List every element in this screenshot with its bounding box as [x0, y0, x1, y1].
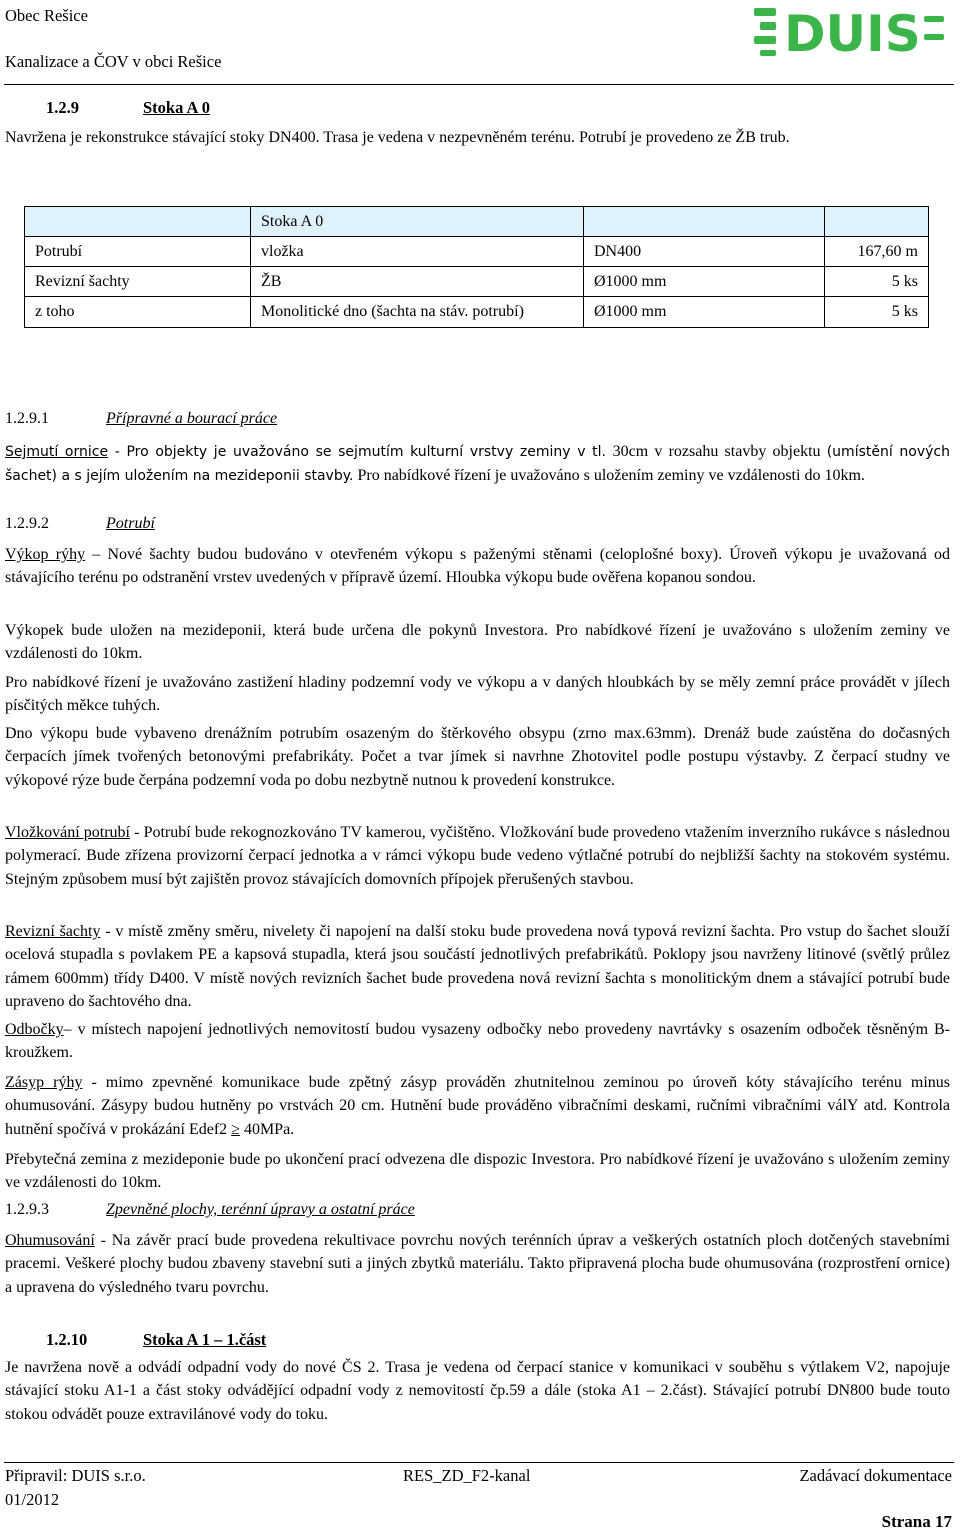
header-rule — [4, 84, 954, 85]
paragraph: Revizní šachty - v místě změny směru, nivelety či napojení na další stoku bude provedena nová typová revizní šachta. Pro vstup do šachet slouží ocelová stupadla s povlakem PE a kapsová stupadla, která jsou součástí jednotlivých prefabrikátů. Poklopy jsou navrženy litinové (světlý průlez rámem 600mm) třídy D400. V místě nových revizních šachet bude provedena nová revizní šachta s monolitickým dnem a stávající potrubí bude upraveno do šachtového dna. — [5, 923, 950, 1011]
paragraph: Sejmutí ornice - Pro objekty je uvažováno se sejmutím kulturní vrstvy zeminy v tl. 30cm v rozsahu stavby objektu (umístění nových šachet) a s jejím uložením na mezideponii stavby. Pro nabídkové řízení je uvažováno s uložením zeminy ve vzdálenosti do 10km. — [5, 443, 950, 485]
term: Výkop rýhy — [5, 546, 86, 563]
paragraph: Výkop rýhy – Nové šachty budou budováno v otevřeném výkopu s paženými stěnami (celoplošné boxy). Úroveň výkopu je uvažovaná od stávajícího terénu po odstranění vrstev uvedených v přípravě území. Hloubka výkopu bude ověřena kopanou sondou. — [5, 546, 951, 587]
table-header-row — [25, 207, 929, 237]
footer-doc-type: Zadávací dokumentace — [799, 1466, 952, 1485]
table-cell: Ø1000 mm — [584, 297, 825, 328]
table-cell: vložka — [251, 237, 584, 267]
header-municipality: Obec Rešice — [5, 6, 88, 25]
footer-doc-code: RES_ZD_F2-kanal — [403, 1466, 531, 1485]
section-number: 1.2.9 — [46, 98, 79, 117]
paragraph: Odbočky– v místech napojení jednotlivých nemovitostí budou vysazeny odbočky nebo provedeny navrtávky s osazením odboček těsněným B-kroužkem. — [5, 1021, 950, 1062]
paragraph: Dno výkopu bude vybaveno drenážním potrubím osazeným do štěrkového obsypu (zrno max.63mm). Drenáž bude zaústěna do dočasných čerpacích jímek tvořených betonovými prefabrikáty. Počet a tvar jímek si navrhne Zhotovitel podle postupu výstavby. Z čerpací studny ve výkopové rýze bude čerpána podzemní voda po dobu nezbytně nutnou k provedení konstrukce. — [5, 725, 950, 789]
term: Sejmutí ornice — [5, 444, 109, 460]
paragraph: Ohumusování - Na závěr prací bude provedena rekultivace povrchu nových terénních úprav a veškerých ostatních ploch dotčených stavebními pracemi. Veškeré plochy budou zbaveny stavební suti a jiných zbytků materiálu. Takto připravená plocha bude ohumusována (rozprostření ornice) a upravena do výsledného tvaru povrchu. — [5, 1232, 950, 1296]
header-project-title: Kanalizace a ČOV v obci Rešice — [5, 52, 222, 71]
section-title: Stoka A 0 — [143, 98, 210, 117]
subsection-number: 1.2.9.2 — [5, 515, 49, 532]
section-intro: Navržena je rekonstrukce stávající stoky DN400. Trasa je vedena v nezpevněném terénu. Potrubí je provedeno ze ŽB trub. — [5, 129, 790, 146]
subsection-number: 1.2.9.1 — [5, 410, 49, 427]
table-row — [25, 297, 929, 328]
page-number: Strana 17 — [881, 1512, 952, 1531]
term: Zásyp rýhy — [5, 1074, 83, 1091]
table-cell: ŽB — [251, 267, 584, 297]
duis-logo — [752, 4, 948, 58]
paragraph: Zásyp rýhy - mimo zpevněné komunikace bude zpětný zásyp prováděn zhutnitelnou zeminou po úroveň kóty stávajícího terénu minus ohumusování. Zásypy budou hutněny po vrstvách 20 cm. Hutnění bude prováděno vibračními deskami, ručními vibračními válY atd. Kontrola hutnění spočívá v prokázání Edef2 ≥ 40MPa. — [5, 1074, 950, 1138]
table-cell: Revizní šachty — [25, 267, 251, 297]
section-title: Stoka A 1 – 1.část — [143, 1330, 267, 1349]
section-number: 1.2.10 — [46, 1330, 88, 1349]
term: Vložkování potrubí — [5, 824, 130, 841]
table-cell: 167,60 m — [825, 237, 929, 267]
paragraph: Je navržena nově a odvádí odpadní vody do nové ČS 2. Trasa je vedena od čerpací stanice v komunikaci v souběhu s výtlakem V2, napojuje stávající stoku A1-1 a část stoky odvádějící odpadní vody z nemovitostí čp.59 a dále (stoka A1 – 2.část). Stávající potrubí DN800 bude touto stokou odvádět pouze extravilánové vody do toku. — [5, 1359, 950, 1423]
table-cell: 5 ks — [825, 297, 929, 328]
logo-wordmark: DUIS — [784, 5, 921, 58]
footer-author: Připravil: DUIS s.r.o. — [5, 1466, 146, 1485]
table-cell: DN400 — [584, 237, 825, 267]
footer-date: 01/2012 — [5, 1490, 60, 1509]
subsection-number: 1.2.9.3 — [5, 1201, 49, 1218]
term: Revizní šachty — [5, 923, 101, 940]
term: Odbočky — [5, 1021, 64, 1038]
table-row — [25, 267, 929, 297]
paragraph: Přebytečná zemina z mezideponie bude po ukončení prací odvezena dle dispozic Investora. Pro nabídkové řízení je uvažováno s uložením zeminy ve vzdálenosti do 10km. — [5, 1151, 950, 1192]
table-header: Stoka A 0 — [251, 207, 584, 237]
subsection-title: Potrubí — [106, 515, 155, 532]
table-cell: Potrubí — [25, 237, 251, 267]
table-cell: Monolitické dno (šachta na stáv. potrubí) — [251, 297, 584, 328]
stoka-table — [24, 206, 929, 328]
paragraph: Vložkování potrubí - Potrubí bude rekognozkováno TV kamerou, vyčištěno. Vložkování bude provedeno vtažením inverzního rukávce s následnou polymerací. Bude zřízena provizorní čerpací jednotka a v rámci výkopu bude vedeno výtlačné potrubí do nejbližší šachty na stokovém systému. Stejným způsobem musí být zajištěn provoz stávajících domovních přípojek přerušených stavbou. — [5, 824, 950, 888]
term: Ohumusování — [5, 1232, 95, 1249]
paragraph: Pro nabídkové řízení je uvažováno zastižení hladiny podzemní vody ve výkopu a v daných hloubkách by se měly zemní práce provádět v jílech písčitých měkce tuhých. — [5, 674, 950, 715]
table-cell: z toho — [25, 297, 251, 328]
paragraph: Výkopek bude uložen na mezideponii, která bude určena dle pokynů Investora. Pro nabídkové řízení je uvažováno s uložením zeminy ve vzdálenosti do 10km. — [5, 622, 950, 663]
table-row — [25, 237, 929, 267]
subsection-title: Zpevněné plochy, terénní úpravy a ostatní práce — [106, 1201, 415, 1218]
footer-rule — [4, 1462, 954, 1463]
table-cell: Ø1000 mm — [584, 267, 825, 297]
subsection-title: Přípravné a bourací práce — [106, 410, 278, 427]
table-cell: 5 ks — [825, 267, 929, 297]
